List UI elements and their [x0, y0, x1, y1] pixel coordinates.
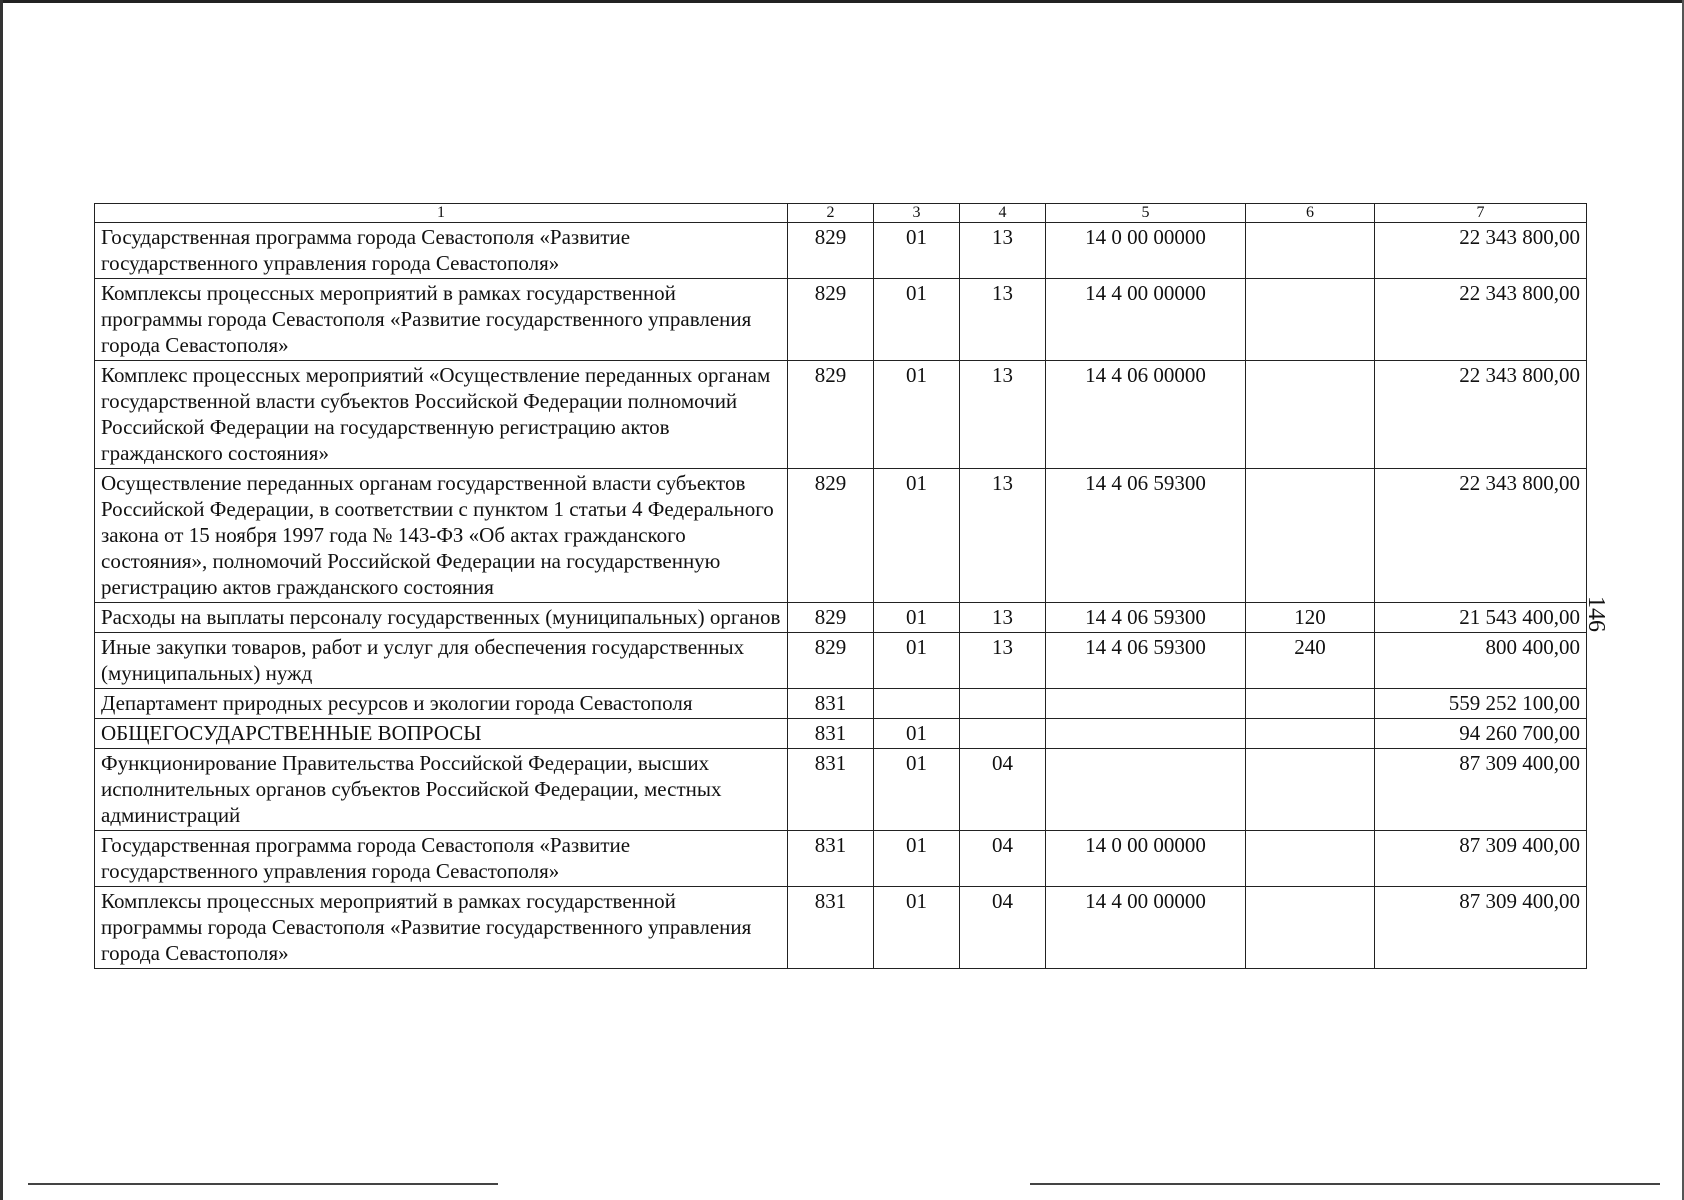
item-name: Комплексы процессных мероприятий в рамках государственной программы города Севастополя «Развитие государственного управления города Севастополя» — [95, 279, 788, 361]
scan-top-edge — [0, 0, 1684, 3]
subsection-code: 04 — [960, 749, 1046, 831]
column-number-row — [95, 204, 1587, 223]
subsection-code: 04 — [960, 831, 1046, 887]
target-article-code: 14 4 06 59300 — [1046, 603, 1246, 633]
column-header: 1 — [95, 204, 788, 223]
section-code: 01 — [874, 279, 960, 361]
expense-type-code — [1246, 831, 1375, 887]
target-article-code: 14 4 06 59300 — [1046, 633, 1246, 689]
bottom-rule — [28, 1183, 498, 1185]
ministry-code: 829 — [788, 223, 874, 279]
item-name: Иные закупки товаров, работ и услуг для обеспечения государственных (муниципальных) нужд — [95, 633, 788, 689]
amount: 22 343 800,00 — [1375, 361, 1587, 469]
table-row — [95, 719, 1587, 749]
section-code: 01 — [874, 887, 960, 969]
column-header: 3 — [874, 204, 960, 223]
subsection-code: 13 — [960, 223, 1046, 279]
expense-type-code — [1246, 749, 1375, 831]
item-name: Департамент природных ресурсов и экологии города Севастополя — [95, 689, 788, 719]
expense-type-code — [1246, 469, 1375, 603]
ministry-code: 831 — [788, 831, 874, 887]
item-name: Комплексы процессных мероприятий в рамках государственной программы города Севастополя «Развитие государственного управления города Севастополя» — [95, 887, 788, 969]
budget-table — [94, 203, 1587, 969]
section-code: 01 — [874, 633, 960, 689]
subsection-code: 13 — [960, 603, 1046, 633]
target-article-code — [1046, 689, 1246, 719]
table-row — [95, 279, 1587, 361]
subsection-code — [960, 719, 1046, 749]
page-number: 146 — [1583, 596, 1609, 632]
target-article-code: 14 0 00 00000 — [1046, 223, 1246, 279]
ministry-code: 831 — [788, 749, 874, 831]
subsection-code: 13 — [960, 469, 1046, 603]
target-article-code: 14 4 06 00000 — [1046, 361, 1246, 469]
expense-type-code — [1246, 689, 1375, 719]
expense-type-code — [1246, 719, 1375, 749]
table-row — [95, 749, 1587, 831]
expense-type-code — [1246, 887, 1375, 969]
table-row — [95, 469, 1587, 603]
item-name: Государственная программа города Севастополя «Развитие государственного управления города Севастополя» — [95, 831, 788, 887]
amount: 800 400,00 — [1375, 633, 1587, 689]
amount: 21 543 400,00 — [1375, 603, 1587, 633]
section-code: 01 — [874, 831, 960, 887]
table-row — [95, 633, 1587, 689]
section-code: 01 — [874, 719, 960, 749]
subsection-code: 13 — [960, 633, 1046, 689]
table-row — [95, 361, 1587, 469]
ministry-code: 829 — [788, 361, 874, 469]
target-article-code: 14 0 00 00000 — [1046, 831, 1246, 887]
table-row — [95, 831, 1587, 887]
item-name: Государственная программа города Севастополя «Развитие государственного управления города Севастополя» — [95, 223, 788, 279]
ministry-code: 829 — [788, 469, 874, 603]
expense-type-code — [1246, 279, 1375, 361]
section-code: 01 — [874, 603, 960, 633]
expense-type-code: 120 — [1246, 603, 1375, 633]
target-article-code — [1046, 719, 1246, 749]
item-name: Комплекс процессных мероприятий «Осуществление переданных органам государственной власти субъектов Российской Федерации полномочий Российской Федерации на государственную регистрацию актов гражданского состояния» — [95, 361, 788, 469]
ministry-code: 829 — [788, 603, 874, 633]
target-article-code: 14 4 06 59300 — [1046, 469, 1246, 603]
amount: 22 343 800,00 — [1375, 223, 1587, 279]
subsection-code: 13 — [960, 279, 1046, 361]
ministry-code: 829 — [788, 633, 874, 689]
subsection-code — [960, 689, 1046, 719]
expense-type-code — [1246, 361, 1375, 469]
column-header: 7 — [1375, 204, 1587, 223]
amount: 22 343 800,00 — [1375, 469, 1587, 603]
amount: 87 309 400,00 — [1375, 887, 1587, 969]
column-header: 5 — [1046, 204, 1246, 223]
target-article-code — [1046, 749, 1246, 831]
ministry-code: 831 — [788, 719, 874, 749]
column-header: 4 — [960, 204, 1046, 223]
item-name: Расходы на выплаты персоналу государственных (муниципальных) органов — [95, 603, 788, 633]
subsection-code: 04 — [960, 887, 1046, 969]
section-code — [874, 689, 960, 719]
section-code: 01 — [874, 469, 960, 603]
amount: 87 309 400,00 — [1375, 831, 1587, 887]
target-article-code: 14 4 00 00000 — [1046, 887, 1246, 969]
ministry-code: 831 — [788, 887, 874, 969]
column-header: 6 — [1246, 204, 1375, 223]
amount: 22 343 800,00 — [1375, 279, 1587, 361]
item-name: ОБЩЕГОСУДАРСТВЕННЫЕ ВОПРОСЫ — [95, 719, 788, 749]
expense-type-code — [1246, 223, 1375, 279]
section-code: 01 — [874, 749, 960, 831]
target-article-code: 14 4 00 00000 — [1046, 279, 1246, 361]
table-row — [95, 887, 1587, 969]
subsection-code: 13 — [960, 361, 1046, 469]
amount: 94 260 700,00 — [1375, 719, 1587, 749]
section-code: 01 — [874, 223, 960, 279]
item-name: Осуществление переданных органам государственной власти субъектов Российской Федерации, в соответствии с пунктом 1 статьи 4 Федерального закона от 15 ноября 1997 года № 143-ФЗ «Об актах гражданского состояния», полномочий Российской Федерации на государственную регистрацию актов гражданского состояния — [95, 469, 788, 603]
bottom-rule — [1030, 1183, 1660, 1185]
column-header: 2 — [788, 204, 874, 223]
expense-type-code: 240 — [1246, 633, 1375, 689]
section-code: 01 — [874, 361, 960, 469]
table-row — [95, 223, 1587, 279]
item-name: Функционирование Правительства Российской Федерации, высших исполнительных органов субъектов Российской Федерации, местных администраций — [95, 749, 788, 831]
ministry-code: 831 — [788, 689, 874, 719]
table-row — [95, 689, 1587, 719]
scan-left-edge — [0, 0, 3, 1200]
amount: 559 252 100,00 — [1375, 689, 1587, 719]
table-row — [95, 603, 1587, 633]
ministry-code: 829 — [788, 279, 874, 361]
amount: 87 309 400,00 — [1375, 749, 1587, 831]
